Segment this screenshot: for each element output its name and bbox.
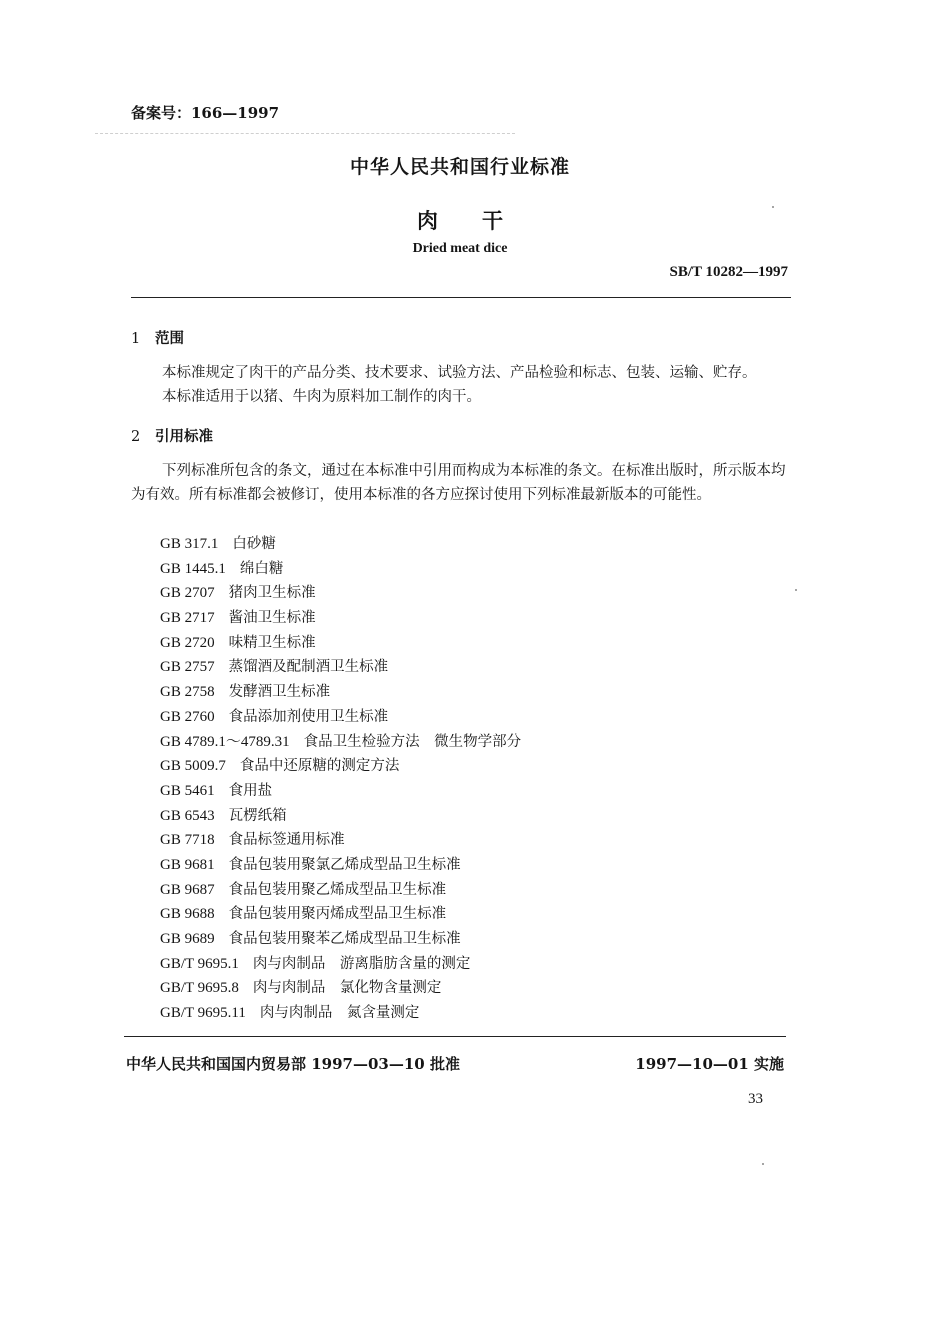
- section-title: 引用标准: [155, 428, 213, 445]
- reference-name: 食品添加剂使用卫生标准: [228, 708, 389, 725]
- reference-item: [160, 878, 521, 903]
- reference-name: 肉与肉制品 游离脂肪含量的测定: [252, 955, 471, 972]
- reference-code: GB/T 9695.1: [160, 955, 239, 972]
- reference-code: GB 2757: [160, 659, 215, 676]
- reference-name: 味精卫生标准: [228, 634, 316, 651]
- reference-item: [160, 828, 521, 853]
- section-number: 2: [131, 429, 141, 445]
- reference-code: GB 9681: [160, 856, 215, 873]
- reference-item: [160, 779, 521, 804]
- reference-name: 食品卫生检验方法 微生物学部分: [303, 733, 522, 750]
- scan-speck: [795, 589, 797, 591]
- reference-item: [160, 853, 521, 878]
- reference-code: GB 317.1: [160, 536, 219, 552]
- reference-name: 食品包装用聚丙烯成型品卫生标准: [228, 906, 447, 923]
- reference-name: 食品中还原糖的测定方法: [239, 758, 400, 775]
- reference-item: [160, 754, 521, 779]
- reference-name: 食品包装用聚氯乙烯成型品卫生标准: [228, 856, 461, 873]
- document-title: [0, 205, 920, 235]
- section-2-heading: [131, 425, 213, 446]
- reference-code: GB 2758: [160, 684, 215, 701]
- reference-code: GB 2760: [160, 708, 215, 725]
- reference-name: 食品包装用聚乙烯成型品卫生标准: [228, 881, 447, 898]
- page-number: 33: [748, 1091, 763, 1107]
- header-dashed-divider: [95, 133, 515, 134]
- effective-date-line: 1997—10—01 实施: [635, 1055, 784, 1073]
- reference-item: [160, 557, 521, 582]
- reference-code: GB 6543: [160, 807, 215, 824]
- standard-number: SB/T 10282—1997: [669, 264, 788, 280]
- reference-name: 肉与肉制品 氮含量测定: [259, 1005, 420, 1022]
- scan-speck: [762, 1163, 764, 1165]
- reference-code: GB 9687: [160, 881, 215, 898]
- scan-speck: [772, 206, 774, 208]
- reference-name: 食品包装用聚苯乙烯成型品卫生标准: [228, 931, 461, 947]
- reference-name: 白砂糖: [232, 536, 276, 552]
- reference-code: GB 2707: [160, 585, 215, 602]
- reference-name: 蒸馏酒及配制酒卫生标准: [228, 659, 389, 676]
- reference-name: 酱油卫生标准: [228, 610, 316, 627]
- reference-item: [160, 581, 521, 606]
- reference-name: 食用盐: [228, 782, 273, 799]
- reference-item: [160, 606, 521, 631]
- footer-divider: [124, 1036, 786, 1037]
- reference-name: 绵白糖: [239, 560, 284, 577]
- reference-code: GB 7718: [160, 832, 215, 849]
- issuing-organization-heading: 中华人民共和国行业标准: [349, 156, 570, 178]
- reference-name: 发酵酒卫生标准: [228, 684, 331, 701]
- reference-code: GB 9688: [160, 906, 215, 923]
- record-number: 备案号：166—1997: [131, 104, 280, 122]
- reference-code: GB 5009.7: [160, 758, 226, 775]
- reference-list: [160, 532, 521, 1026]
- reference-item: [160, 631, 521, 656]
- reference-item: [160, 902, 521, 927]
- section-1-paragraph-2: 本标准适用于以猪、牛肉为原料加工制作的肉干。: [162, 389, 481, 405]
- reference-code: GB 4789.1～4789.31: [160, 733, 290, 750]
- reference-item: [160, 804, 521, 829]
- section-number: 1: [131, 331, 141, 347]
- header-divider: [131, 297, 791, 298]
- reference-code: GB 1445.1: [160, 560, 226, 577]
- reference-code: GB/T 9695.11: [160, 1005, 246, 1022]
- approval-line: 中华人民共和国国内贸易部 1997—03—10 批准: [126, 1055, 460, 1073]
- reference-item: [160, 655, 521, 680]
- reference-code: GB 2717: [160, 610, 215, 627]
- section-2-paragraph-1: 下列标准所包含的条文，通过在本标准中引用而构成为本标准的条文。在标准出版时，所示版本均为有效。所有标准都会被修订，使用本标准的各方应探讨使用下列标准最新版本的可能性。: [131, 463, 786, 503]
- reference-item: [160, 705, 521, 730]
- reference-name: 食品标签通用标准: [228, 832, 345, 849]
- section-1-paragraph-1: 本标准规定了肉干的产品分类、技术要求、试验方法、产品检验和标志、包装、运输、贮存。: [162, 365, 757, 381]
- reference-item: [160, 730, 521, 755]
- reference-name: 瓦楞纸箱: [228, 807, 287, 824]
- reference-code: GB 5461: [160, 782, 215, 799]
- reference-code: GB 9689: [160, 931, 215, 947]
- reference-name: 猪肉卫生标准: [228, 585, 316, 602]
- section-title: 范围: [155, 330, 184, 347]
- reference-item: [160, 1001, 521, 1026]
- english-subtitle: Dried meat dice: [412, 241, 508, 256]
- reference-code: GB 2720: [160, 634, 215, 651]
- reference-item: [160, 680, 521, 705]
- reference-item: [160, 976, 521, 1001]
- section-1-heading: [131, 327, 184, 348]
- reference-item: [160, 952, 521, 977]
- title-char-2: 干: [482, 208, 503, 233]
- reference-code: GB/T 9695.8: [160, 980, 239, 997]
- reference-item: [160, 927, 521, 952]
- title-char-1: 肉: [417, 208, 438, 233]
- reference-item: [160, 532, 521, 557]
- reference-name: 肉与肉制品 氯化物含量测定: [252, 980, 442, 997]
